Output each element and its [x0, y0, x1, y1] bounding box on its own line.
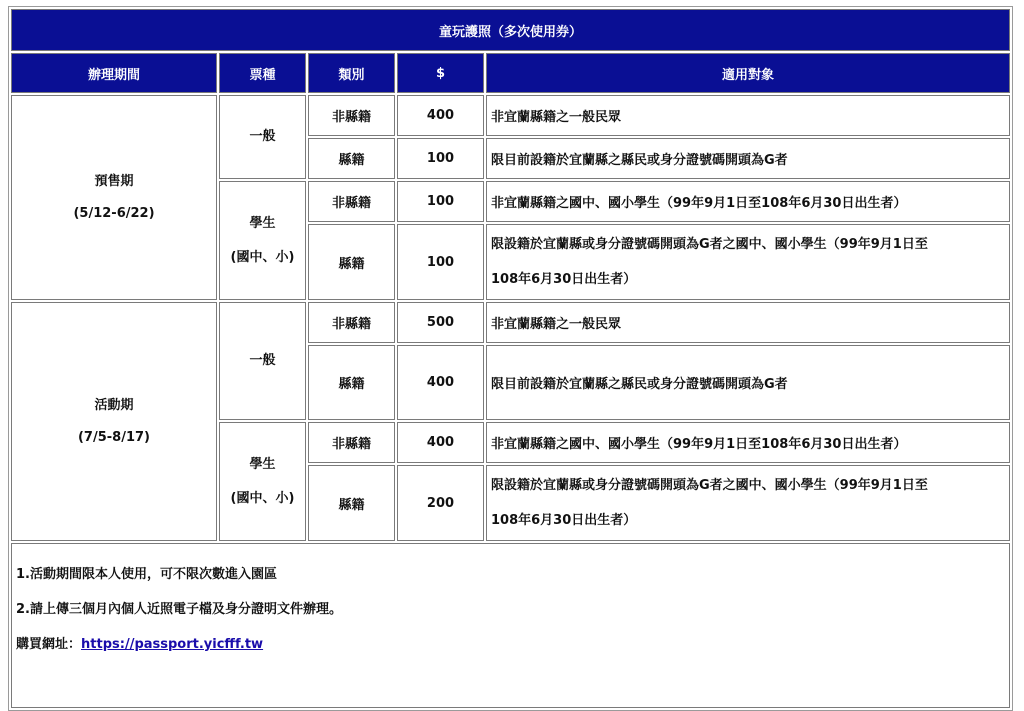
period-dates: (5/12-6/22): [73, 205, 155, 221]
target-line-1: 限設籍於宜蘭縣或身分證號碼開頭為G者之國中、國小學生（99年9月1日至: [491, 237, 928, 252]
period-name: 活動期: [94, 397, 134, 413]
ticket-sublabel: (國中、小): [230, 490, 295, 506]
period-name: 預售期: [94, 173, 134, 189]
ticket-label: 學生: [249, 215, 276, 231]
price-cell: 500: [397, 302, 484, 343]
category-cell: 縣籍: [308, 138, 395, 179]
target-line-2: 108年6月30日出生者）: [491, 272, 637, 287]
category-cell: 非縣籍: [308, 422, 395, 463]
price-cell: 100: [397, 181, 484, 222]
target-cell: 限目前設籍於宜蘭縣之縣民或身分證號碼開頭為G者: [486, 138, 1010, 179]
purchase-link[interactable]: https://passport.yicfff.tw: [81, 637, 264, 652]
target-cell: 非宜蘭縣籍之國中、國小學生（99年9月1日至108年6月30日出生者）: [486, 422, 1010, 463]
passport-price-table: [8, 6, 1013, 711]
note-1: 1.活動期間限本人使用，可不限次數進入園區: [16, 567, 277, 582]
price-cell: 400: [397, 95, 484, 136]
period-dates: (7/5-8/17): [77, 429, 150, 445]
ticket-cell-general: [219, 95, 306, 179]
price-cell: 100: [397, 138, 484, 179]
ticket-cell-general: [219, 302, 306, 420]
header-ticket-type: 票種: [219, 53, 306, 93]
category-cell: 縣籍: [308, 465, 395, 541]
target-cell: 非宜蘭縣籍之國中、國小學生（99年9月1日至108年6月30日出生者）: [486, 181, 1010, 222]
ticket-label: 學生: [249, 456, 276, 472]
category-cell: 縣籍: [308, 345, 395, 420]
note-2: 2.請上傳三個月內個人近照電子檔及身分證明文件辦理。: [16, 602, 342, 617]
target-cell: 限目前設籍於宜蘭縣之縣民或身分證號碼開頭為G者: [486, 345, 1010, 420]
ticket-cell-student: [219, 422, 306, 541]
ticket-cell-student: [219, 181, 306, 300]
header-period: 辦理期間: [11, 53, 217, 93]
period-cell-event: [11, 302, 217, 541]
category-cell: 非縣籍: [308, 95, 395, 136]
target-cell: [486, 224, 1010, 300]
purchase-line: [16, 636, 1005, 654]
target-cell: 非宜蘭縣籍之一般民眾: [486, 302, 1010, 343]
ticket-sublabel: (國中、小): [230, 249, 295, 265]
category-cell: 非縣籍: [308, 302, 395, 343]
header-price: $: [397, 53, 484, 93]
table-title: 童玩護照（多次使用券）: [11, 9, 1010, 51]
period-cell-presale: [11, 95, 217, 300]
price-cell: 400: [397, 345, 484, 420]
purchase-label: 購買網址：: [16, 637, 82, 652]
header-target: 適用對象: [486, 53, 1010, 93]
ticket-label: 一般: [249, 129, 276, 144]
target-cell: [486, 465, 1010, 541]
ticket-label: 一般: [249, 353, 276, 368]
header-category: 類別: [308, 53, 395, 93]
category-cell: 非縣籍: [308, 181, 395, 222]
price-cell: 100: [397, 224, 484, 300]
passport-table-wrapper: [8, 6, 1013, 711]
notes-cell: [11, 543, 1010, 708]
target-line-2: 108年6月30日出生者）: [491, 513, 637, 528]
target-cell: 非宜蘭縣籍之一般民眾: [486, 95, 1010, 136]
price-cell: 200: [397, 465, 484, 541]
target-line-1: 限設籍於宜蘭縣或身分證號碼開頭為G者之國中、國小學生（99年9月1日至: [491, 478, 928, 493]
category-cell: 縣籍: [308, 224, 395, 300]
price-cell: 400: [397, 422, 484, 463]
